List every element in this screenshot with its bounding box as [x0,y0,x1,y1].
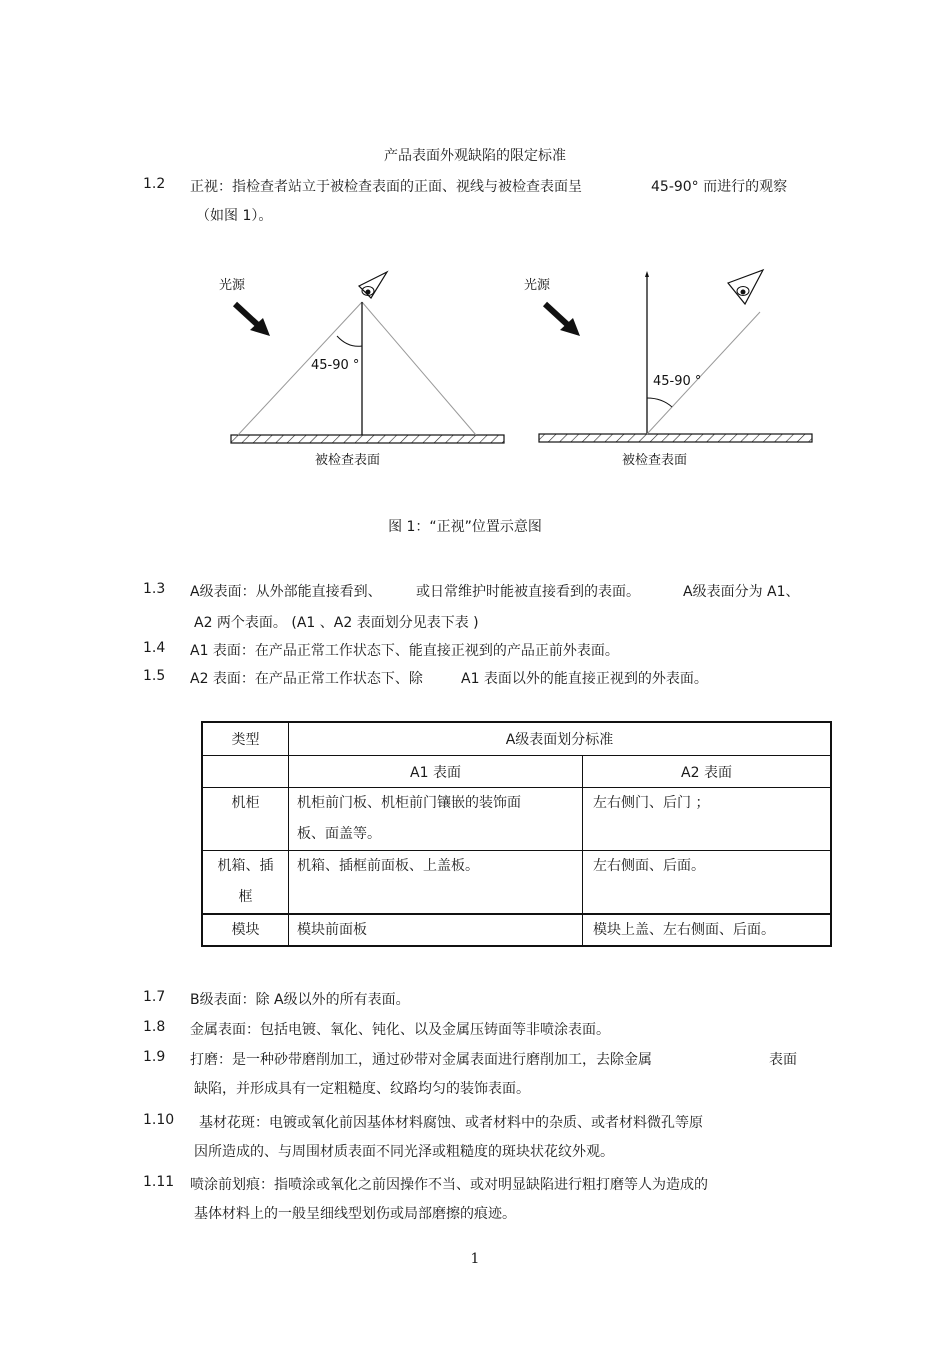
table-header-type: 类型 [202,722,289,756]
item-text: 喷涂前划痕：指喷涂或氧化之前因操作不当、或对明显缺陷进行粗打磨等人为造成的 [190,1177,708,1193]
cell-line: 机柜 [231,795,260,811]
table-cell-a1 [289,788,583,851]
item-text: 因所造成的、与周围材质表面不同光泽或粗糙度的斑块状花纹外观。 [194,1144,614,1160]
cell-line: 板、面盖等。 [297,826,381,842]
item-text: 正视：指检查者站立于被检查表面的正面、视线与被检查表面呈 [190,179,582,195]
table-subheader-a1: A1 表面 [289,756,583,788]
item-text: 45-90° 而进行的观察 [651,179,788,195]
right-diagram [524,270,812,468]
light-source-label: 光源 [524,278,551,293]
angle-label: 45-90 ° [653,374,702,389]
item-text: B级表面：除 A级以外的所有表面。 [190,992,410,1008]
light-source-label: 光源 [219,278,246,293]
inspected-surface [231,435,504,443]
item-text: A2 两个表面。 (A1 、A2 表面划分见表下表 ) [194,615,479,631]
item-text: 基材花斑：电镀或氧化前因基体材料腐蚀、或者材料中的杂质、或者材料微孔等原 [199,1115,703,1131]
table-empty-cell [202,756,289,788]
table-cell-type [202,851,289,915]
item-text: A级表面分为 A1、 [683,584,800,600]
figure-caption: 图 1：“正视”位置示意图 [388,519,542,535]
item-number: 1.9 [143,1049,166,1065]
eye-icon [359,272,387,298]
table-cell-a2 [583,851,832,915]
item-text: A1 表面：在产品正常工作状态下、能直接正视到的产品正前外表面。 [190,643,619,659]
item-text: 或日常维护时能被直接看到的表面。 [416,584,640,600]
light-arrow-icon [235,304,270,336]
table-cell-type: 模块 [202,914,289,946]
table-row [202,851,831,915]
item-number: 1.2 [143,176,166,192]
surface-classification-table [201,721,832,947]
item-number: 1.11 [143,1174,175,1190]
table-cell-a1: 模块前面板 [289,914,583,946]
inspected-surface [539,434,812,442]
item-number: 1.8 [143,1019,166,1035]
table-row [202,788,831,851]
page-title: 产品表面外观缺陷的限定标准 [384,148,566,164]
item-text: 表面 [769,1052,797,1068]
surface-label: 被检查表面 [622,453,688,468]
cell-line: 机柜前门板、机柜前门镶嵌的装饰面 [297,795,521,811]
light-arrow-icon [545,304,580,336]
item-text: A1 表面以外的能直接正视到的外表面。 [461,671,708,687]
cell-line: 机箱、插 [217,858,274,874]
item-text: A级表面：从外部能直接看到、 [190,584,382,600]
item-text: 缺陷，并形成具有一定粗糙度、纹路均匀的装饰表面。 [194,1081,530,1097]
table-cell-type [202,788,289,851]
item-text: 基体材料上的一般呈细线型划伤或局部磨擦的痕迹。 [194,1206,516,1222]
eye-icon [728,270,763,304]
item-number: 1.10 [143,1112,175,1128]
cell-line: 左右侧面、后面。 [593,858,705,874]
table-row [202,914,831,946]
left-diagram [219,272,504,468]
cell-line: 框 [238,889,253,905]
item-text: 金属表面：包括电镀、氧化、钝化、以及金属压铸面等非喷涂表面。 [190,1022,610,1038]
item-text: A2 表面：在产品正常工作状态下、除 [190,671,423,687]
table-cell-a1 [289,851,583,915]
item-text: 打磨：是一种砂带磨削加工，通过砂带对金属表面进行磨削加工，去除金属 [190,1052,652,1068]
item-text: （如图 1）。 [196,208,273,224]
table-header-standard: A级表面划分标准 [289,722,832,756]
table-subheader-a2: A2 表面 [583,756,832,788]
page-number: 1 [470,1251,480,1267]
table-cell-a2 [583,788,832,851]
table-cell-a2: 模块上盖、左右侧面、后面。 [583,914,832,946]
cell-line: 机箱、插框前面板、上盖板。 [297,858,479,874]
item-number: 1.4 [143,640,166,656]
front-view-diagram [200,258,820,473]
item-number: 1.7 [143,989,166,1005]
angle-label: 45-90 ° [311,358,360,373]
item-number: 1.3 [143,581,166,597]
surface-label: 被检查表面 [315,453,381,468]
cell-line: 左右侧门、后门 ； [593,795,710,811]
item-number: 1.5 [143,668,166,684]
